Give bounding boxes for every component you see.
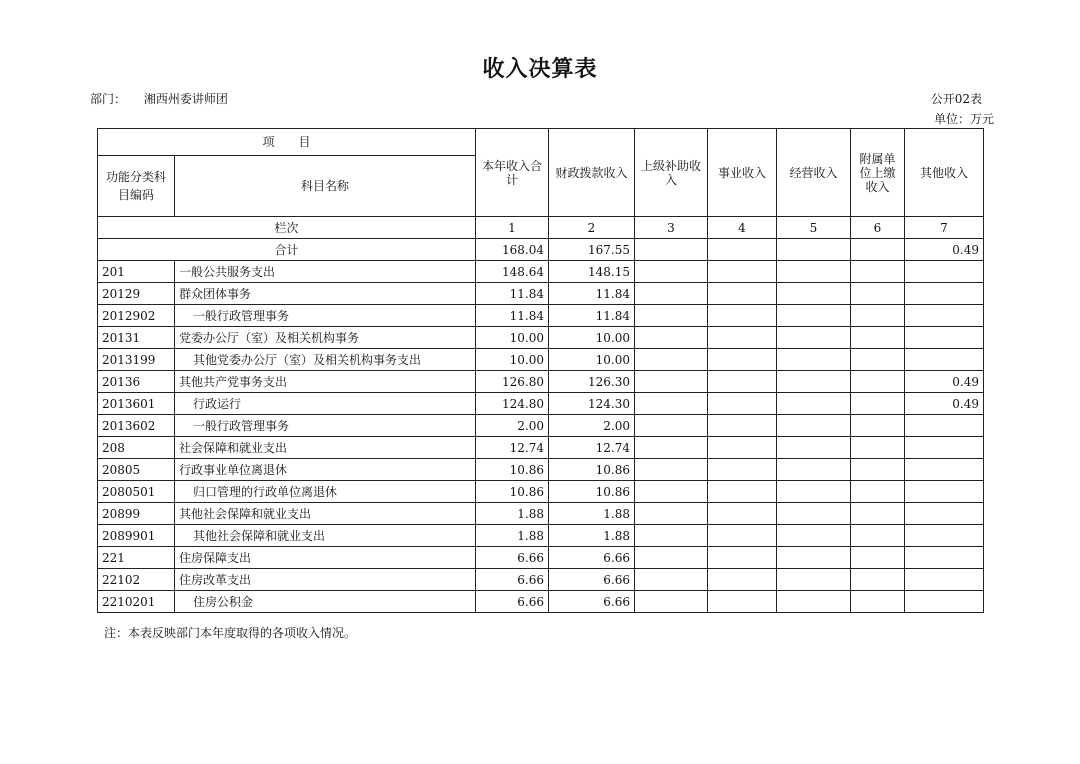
table-row (98, 569, 984, 591)
row-value-col-1: 1.88 (476, 503, 549, 525)
total-cell (851, 239, 905, 261)
row-value-col-7 (905, 283, 984, 305)
row-value-col-6 (851, 547, 905, 569)
row-name: 住房保障支出 (175, 547, 476, 569)
row-code: 20899 (98, 503, 175, 525)
row-value-col-1: 6.66 (476, 591, 549, 613)
row-value-col-1: 10.86 (476, 459, 549, 481)
row-value-col-2: 6.66 (549, 547, 635, 569)
row-value-col-4 (708, 437, 777, 459)
col-number: 6 (851, 217, 905, 239)
department-line (90, 90, 228, 107)
total-cell (777, 239, 851, 261)
row-value-col-5 (777, 283, 851, 305)
row-value-col-3 (635, 305, 708, 327)
row-value-col-7 (905, 525, 984, 547)
row-code: 20129 (98, 283, 175, 305)
row-value-col-5 (777, 503, 851, 525)
row-value-col-1: 6.66 (476, 569, 549, 591)
table-row (98, 393, 984, 415)
row-code: 22102 (98, 569, 175, 591)
header-col-3: 上级补助收入 (635, 129, 708, 217)
row-value-col-7 (905, 547, 984, 569)
header-col-7: 其他收入 (905, 129, 984, 217)
row-code: 20805 (98, 459, 175, 481)
row-value-col-4 (708, 459, 777, 481)
row-value-col-2: 12.74 (549, 437, 635, 459)
row-name: 群众团体事务 (175, 283, 476, 305)
row-value-col-5 (777, 393, 851, 415)
row-value-col-3 (635, 327, 708, 349)
col-number: 7 (905, 217, 984, 239)
row-value-col-4 (708, 283, 777, 305)
row-name: 行政事业单位离退休 (175, 459, 476, 481)
row-value-col-3 (635, 503, 708, 525)
row-code: 2210201 (98, 591, 175, 613)
row-value-col-1: 1.88 (476, 525, 549, 547)
row-value-col-2: 11.84 (549, 305, 635, 327)
row-value-col-2: 1.88 (549, 525, 635, 547)
row-value-col-2: 10.00 (549, 349, 635, 371)
row-value-col-6 (851, 459, 905, 481)
row-value-col-7: 0.49 (905, 393, 984, 415)
page-title: 收入决算表 (482, 57, 598, 82)
row-name: 住房改革支出 (175, 569, 476, 591)
total-cell: 168.04 (476, 239, 549, 261)
row-value-col-6 (851, 437, 905, 459)
row-value-col-6 (851, 393, 905, 415)
row-value-col-2: 11.84 (549, 283, 635, 305)
row-value-col-2: 6.66 (549, 569, 635, 591)
row-value-col-5 (777, 261, 851, 283)
row-value-col-4 (708, 349, 777, 371)
col-number: 5 (777, 217, 851, 239)
total-label: 合计 (98, 239, 476, 261)
row-value-col-2: 148.15 (549, 261, 635, 283)
row-code: 2089901 (98, 525, 175, 547)
row-name: 其他共产党事务支出 (175, 371, 476, 393)
header-code: 功能分类科目编码 (98, 156, 175, 217)
row-value-col-2: 1.88 (549, 503, 635, 525)
row-value-col-2: 126.30 (549, 371, 635, 393)
row-value-col-2: 10.86 (549, 459, 635, 481)
row-value-col-1: 10.00 (476, 349, 549, 371)
row-value-col-6 (851, 569, 905, 591)
row-value-col-5 (777, 547, 851, 569)
row-value-col-6 (851, 349, 905, 371)
row-value-col-3 (635, 481, 708, 503)
row-value-col-3 (635, 569, 708, 591)
row-code: 2012902 (98, 305, 175, 327)
table-note: 注：本表反映部门本年度取得的各项收入情况。 (104, 626, 357, 640)
row-value-col-5 (777, 525, 851, 547)
row-value-col-7 (905, 503, 984, 525)
row-value-col-6 (851, 525, 905, 547)
row-name: 其他社会保障和就业支出 (175, 503, 476, 525)
total-cell: 167.55 (549, 239, 635, 261)
row-value-col-4 (708, 591, 777, 613)
row-value-col-3 (635, 525, 708, 547)
row-value-col-7 (905, 261, 984, 283)
header-name: 科目名称 (175, 156, 476, 217)
row-code: 208 (98, 437, 175, 459)
row-value-col-1: 12.74 (476, 437, 549, 459)
row-value-col-6 (851, 415, 905, 437)
row-value-col-3 (635, 437, 708, 459)
row-value-col-7 (905, 327, 984, 349)
total-cell (708, 239, 777, 261)
row-value-col-4 (708, 415, 777, 437)
row-value-col-6 (851, 481, 905, 503)
row-code: 2013601 (98, 393, 175, 415)
row-value-col-1: 11.84 (476, 283, 549, 305)
row-code: 20131 (98, 327, 175, 349)
row-name: 党委办公厅（室）及相关机构事务 (175, 327, 476, 349)
row-value-col-5 (777, 437, 851, 459)
row-name: 行政运行 (175, 393, 476, 415)
row-value-col-6 (851, 305, 905, 327)
row-value-col-7: 0.49 (905, 371, 984, 393)
row-value-col-6 (851, 261, 905, 283)
table-row (98, 415, 984, 437)
total-row (98, 239, 984, 261)
row-code: 2013199 (98, 349, 175, 371)
row-value-col-3 (635, 591, 708, 613)
table-row (98, 327, 984, 349)
header-item: 项 目 (98, 129, 476, 156)
row-name: 住房公积金 (175, 591, 476, 613)
row-value-col-7 (905, 305, 984, 327)
table-row (98, 591, 984, 613)
row-value-col-6 (851, 591, 905, 613)
row-value-col-4 (708, 393, 777, 415)
row-name: 一般行政管理事务 (175, 415, 476, 437)
table-row (98, 437, 984, 459)
row-value-col-2: 124.30 (549, 393, 635, 415)
row-code: 20136 (98, 371, 175, 393)
row-value-col-5 (777, 459, 851, 481)
row-name: 其他社会保障和就业支出 (175, 525, 476, 547)
header-col-1: 本年收入合计 (476, 129, 549, 217)
row-value-col-6 (851, 283, 905, 305)
table-row (98, 371, 984, 393)
row-value-col-3 (635, 393, 708, 415)
row-value-col-4 (708, 547, 777, 569)
row-value-col-3 (635, 459, 708, 481)
table-row (98, 305, 984, 327)
row-code: 201 (98, 261, 175, 283)
row-value-col-5 (777, 371, 851, 393)
row-value-col-4 (708, 261, 777, 283)
table-row (98, 547, 984, 569)
row-value-col-5 (777, 415, 851, 437)
col-number: 4 (708, 217, 777, 239)
unit-label: 单位：万元 (933, 112, 994, 126)
table-row (98, 261, 984, 283)
row-value-col-5 (777, 591, 851, 613)
row-value-col-4 (708, 503, 777, 525)
row-value-col-3 (635, 349, 708, 371)
row-value-col-7 (905, 437, 984, 459)
row-value-col-7 (905, 349, 984, 371)
row-value-col-1: 10.00 (476, 327, 549, 349)
row-value-col-5 (777, 481, 851, 503)
department-label: 部门： (90, 92, 127, 106)
table-row (98, 349, 984, 371)
row-value-col-1: 6.66 (476, 547, 549, 569)
table-row (98, 459, 984, 481)
total-cell: 0.49 (905, 239, 984, 261)
row-code: 2080501 (98, 481, 175, 503)
row-value-col-6 (851, 327, 905, 349)
row-value-col-7 (905, 459, 984, 481)
department-name: 湘西州委讲师团 (143, 92, 228, 106)
income-table (97, 128, 984, 613)
row-value-col-4 (708, 327, 777, 349)
col-index-label: 栏次 (98, 217, 476, 239)
row-value-col-4 (708, 481, 777, 503)
col-number: 3 (635, 217, 708, 239)
row-value-col-2: 10.00 (549, 327, 635, 349)
row-value-col-6 (851, 503, 905, 525)
row-value-col-7 (905, 569, 984, 591)
header-col-2: 财政拨款收入 (549, 129, 635, 217)
row-value-col-1: 148.64 (476, 261, 549, 283)
row-value-col-5 (777, 327, 851, 349)
col-number: 1 (476, 217, 549, 239)
row-value-col-4 (708, 569, 777, 591)
table-row (98, 503, 984, 525)
row-value-col-3 (635, 371, 708, 393)
row-value-col-2: 10.86 (549, 481, 635, 503)
table-row (98, 283, 984, 305)
form-number: 公开02表 (930, 92, 982, 106)
table-row (98, 481, 984, 503)
row-value-col-4 (708, 371, 777, 393)
row-value-col-5 (777, 305, 851, 327)
row-value-col-4 (708, 305, 777, 327)
row-name: 其他党委办公厅（室）及相关机构事务支出 (175, 349, 476, 371)
total-cell (635, 239, 708, 261)
row-value-col-7 (905, 591, 984, 613)
row-name: 一般公共服务支出 (175, 261, 476, 283)
table-row (98, 525, 984, 547)
header-col-5: 经营收入 (777, 129, 851, 217)
row-value-col-2: 2.00 (549, 415, 635, 437)
header-col-6: 附属单位上缴收入 (851, 129, 905, 217)
row-code: 2013602 (98, 415, 175, 437)
row-name: 一般行政管理事务 (175, 305, 476, 327)
row-value-col-4 (708, 525, 777, 547)
row-value-col-7 (905, 481, 984, 503)
row-value-col-3 (635, 415, 708, 437)
row-value-col-3 (635, 547, 708, 569)
row-value-col-1: 124.80 (476, 393, 549, 415)
row-value-col-1: 2.00 (476, 415, 549, 437)
row-value-col-1: 126.80 (476, 371, 549, 393)
row-value-col-7 (905, 415, 984, 437)
row-value-col-2: 6.66 (549, 591, 635, 613)
row-value-col-1: 10.86 (476, 481, 549, 503)
row-value-col-5 (777, 569, 851, 591)
row-code: 221 (98, 547, 175, 569)
row-name: 社会保障和就业支出 (175, 437, 476, 459)
row-value-col-1: 11.84 (476, 305, 549, 327)
header-col-4: 事业收入 (708, 129, 777, 217)
row-name: 归口管理的行政单位离退休 (175, 481, 476, 503)
row-value-col-5 (777, 349, 851, 371)
col-number: 2 (549, 217, 635, 239)
row-value-col-6 (851, 371, 905, 393)
row-value-col-3 (635, 283, 708, 305)
row-value-col-3 (635, 261, 708, 283)
